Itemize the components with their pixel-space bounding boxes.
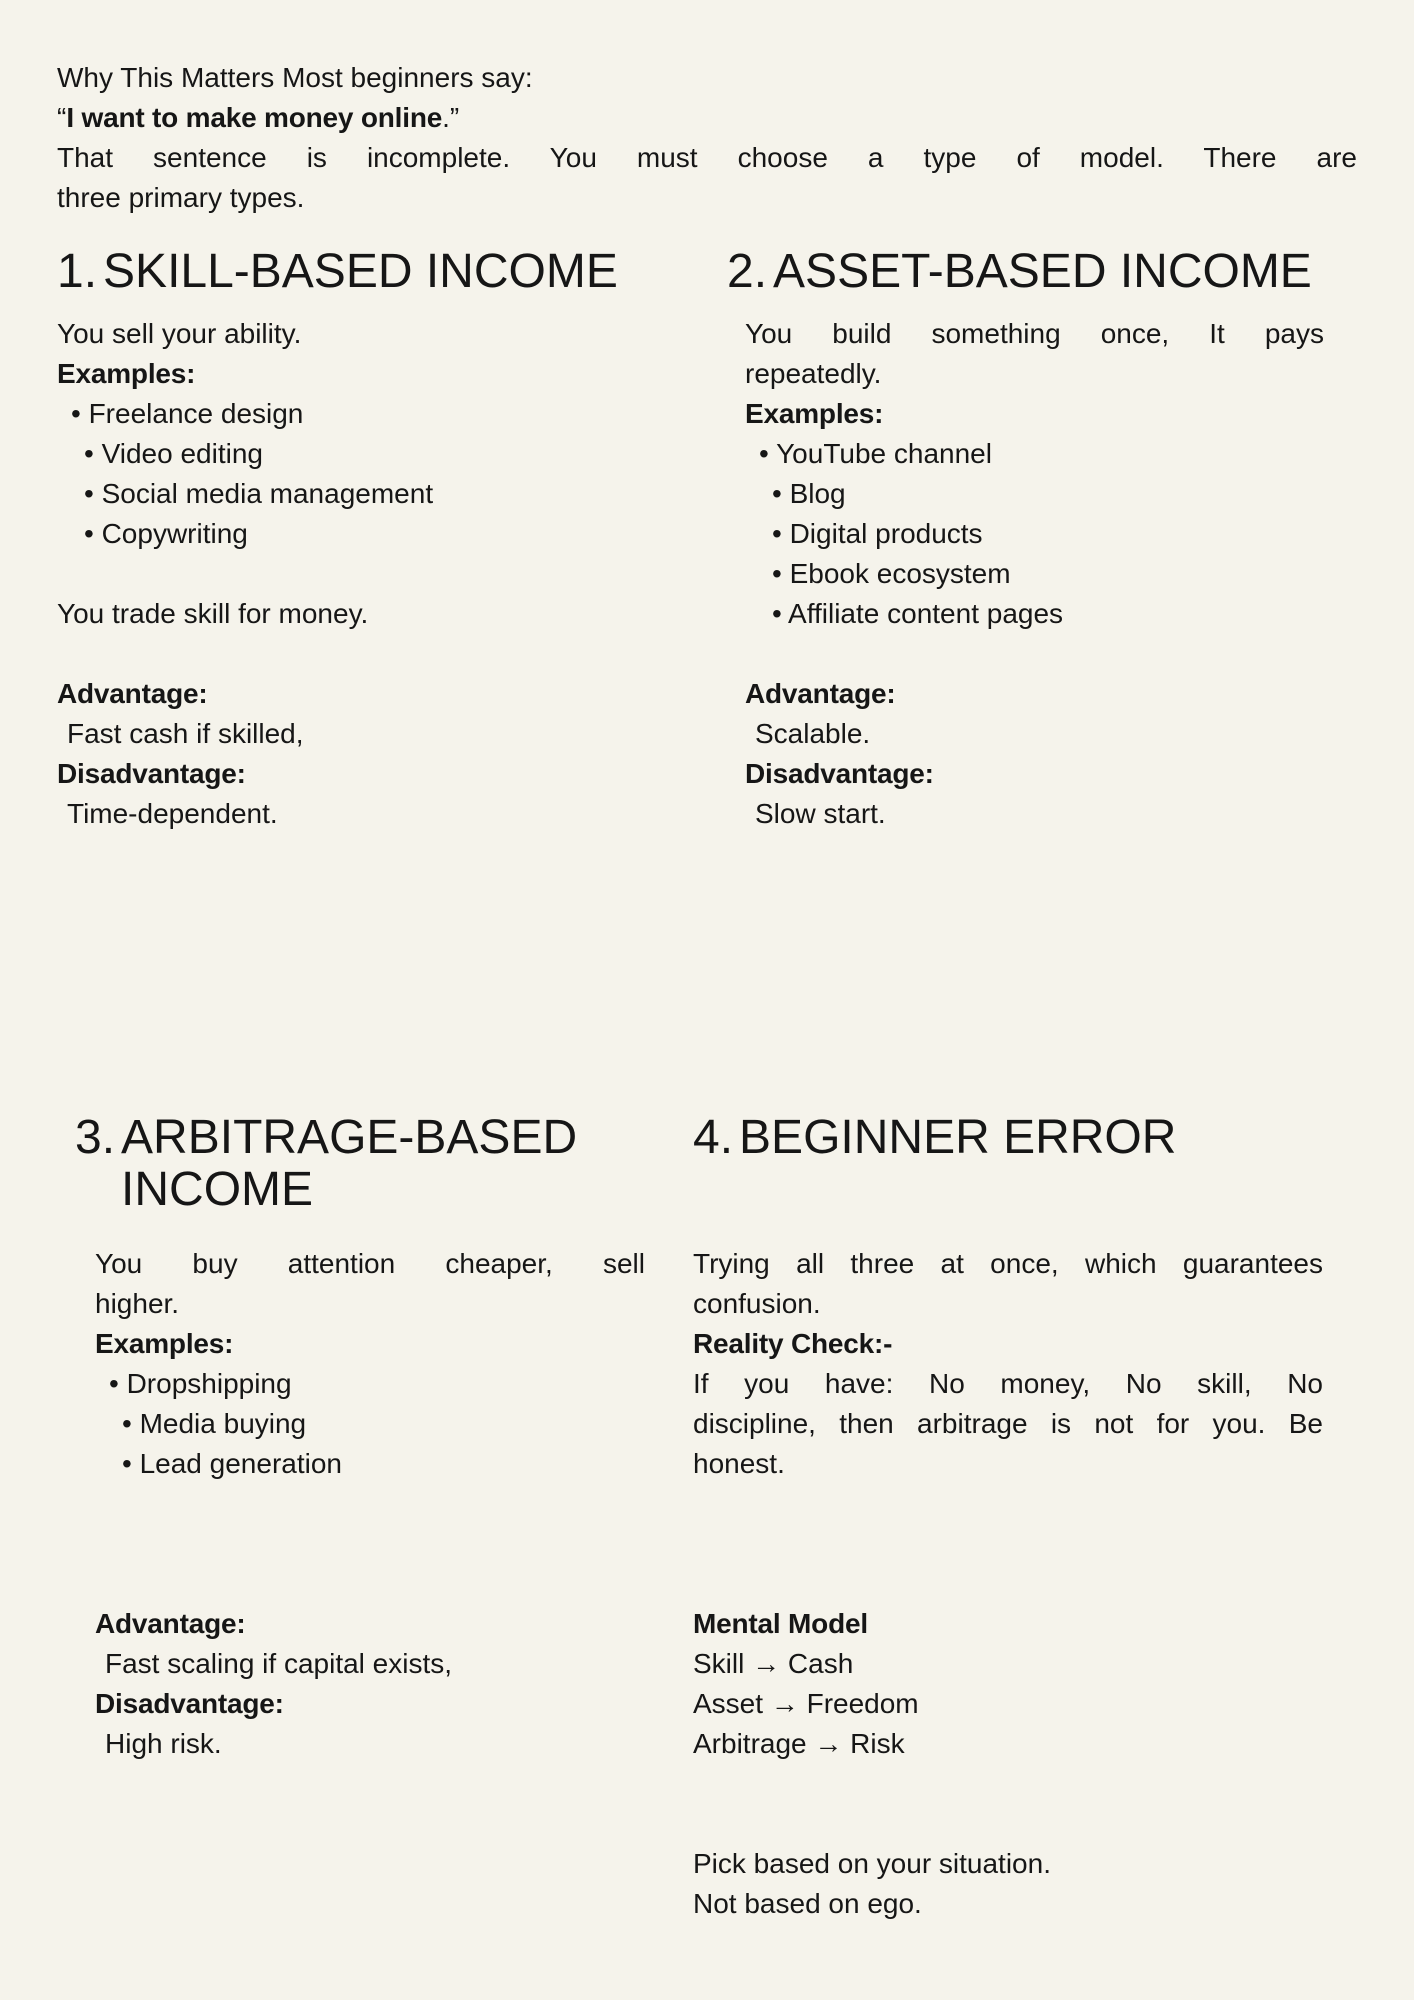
section-title: BEGINNER ERROR [739, 1111, 1177, 1164]
section-skill-based-income [57, 246, 642, 834]
text-line: Advantage: [745, 678, 896, 709]
intro-block [57, 58, 1357, 218]
section-number: 3. [75, 1111, 116, 1164]
text-line: honest. [693, 1448, 785, 1479]
section-number: 4. [693, 1111, 734, 1164]
text-line: Skill → Cash [693, 1648, 854, 1679]
bullet-item: • Freelance design [71, 398, 304, 429]
quote-bold-text: I want to make money online [66, 102, 443, 133]
text-line: You buy attention cheaper, sell [95, 1248, 645, 1279]
text-line: Fast cash if skilled, [67, 718, 304, 749]
text-line: Not based on ego. [693, 1888, 922, 1919]
text-line: If you have: No money, No skill, No [693, 1368, 1323, 1399]
text-line: confusion. [693, 1288, 821, 1319]
section-asset-based-income [727, 246, 1324, 834]
text-line: Advantage: [57, 678, 208, 709]
bullet-item: • Video editing [84, 438, 263, 469]
text-line: Examples: [95, 1328, 234, 1359]
section-title: ASSET-BASED INCOME [773, 245, 1312, 298]
bullet-item: • Ebook ecosystem [772, 558, 1011, 589]
section-heading [57, 246, 642, 298]
text-line: discipline, then arbitrage is not for you. Be [693, 1408, 1323, 1439]
section-body [693, 1244, 1323, 1924]
bullet-item: • YouTube channel [759, 438, 992, 469]
text-line: Reality Check:- [693, 1328, 893, 1359]
text-line: Advantage: [95, 1608, 246, 1639]
section-body [75, 1244, 645, 1764]
text-line: Mental Model [693, 1608, 868, 1639]
text-line: Trying all three at once, which guarantees [693, 1248, 1323, 1279]
bullet-item: • Copywriting [84, 518, 248, 549]
text-line: You sell your ability. [57, 318, 302, 349]
quote-open-mark: “ [57, 102, 67, 133]
bullet-item: • Dropshipping [109, 1368, 292, 1399]
intro-paragraph-line: That sentence is incomplete. You must choose a type of model. There are [57, 142, 1357, 173]
text-line: Disadvantage: [745, 758, 934, 789]
text-line: Time-dependent. [67, 798, 278, 829]
bullet-item: • Social media management [84, 478, 434, 509]
section-heading [75, 1112, 645, 1228]
section-heading [693, 1112, 1323, 1228]
section-number: 1. [57, 245, 98, 298]
bullet-item: • Lead generation [122, 1448, 342, 1479]
intro-quote [57, 98, 1357, 138]
text-line: You trade skill for money. [57, 598, 369, 629]
text-line: Examples: [57, 358, 196, 389]
section-body [727, 314, 1324, 834]
section-beginner-error [693, 1112, 1323, 1924]
text-line: Arbitrage → Risk [693, 1728, 905, 1759]
text-line: High risk. [105, 1728, 222, 1759]
text-line: Fast scaling if capital exists, [105, 1648, 453, 1679]
section-title: SKILL-BASED INCOME [103, 245, 618, 298]
section-arbitrage-based-income [75, 1112, 645, 1764]
text-line: repeatedly. [745, 358, 882, 389]
text-line: You build something once, It pays [745, 318, 1324, 349]
quote-close-mark: .” [442, 102, 460, 133]
section-title: ARBITRAGE-BASED INCOME [121, 1111, 578, 1216]
text-line: Asset → Freedom [693, 1688, 919, 1719]
intro-paragraph-line: three primary types. [57, 182, 305, 213]
text-line: higher. [95, 1288, 180, 1319]
section-body [57, 314, 642, 834]
section-number: 2. [727, 245, 768, 298]
section-heading [727, 246, 1324, 298]
bullet-item: • Digital products [772, 518, 983, 549]
bullet-item: • Affiliate content pages [772, 598, 1064, 629]
text-line: Examples: [745, 398, 884, 429]
text-line: Disadvantage: [57, 758, 246, 789]
text-line: Disadvantage: [95, 1688, 284, 1719]
bullet-item: • Blog [772, 478, 846, 509]
bullet-item: • Media buying [122, 1408, 307, 1439]
intro-line: Why This Matters Most beginners say: [57, 62, 533, 93]
text-line: Slow start. [755, 798, 886, 829]
text-line: Scalable. [755, 718, 871, 749]
text-line: Pick based on your situation. [693, 1848, 1051, 1879]
